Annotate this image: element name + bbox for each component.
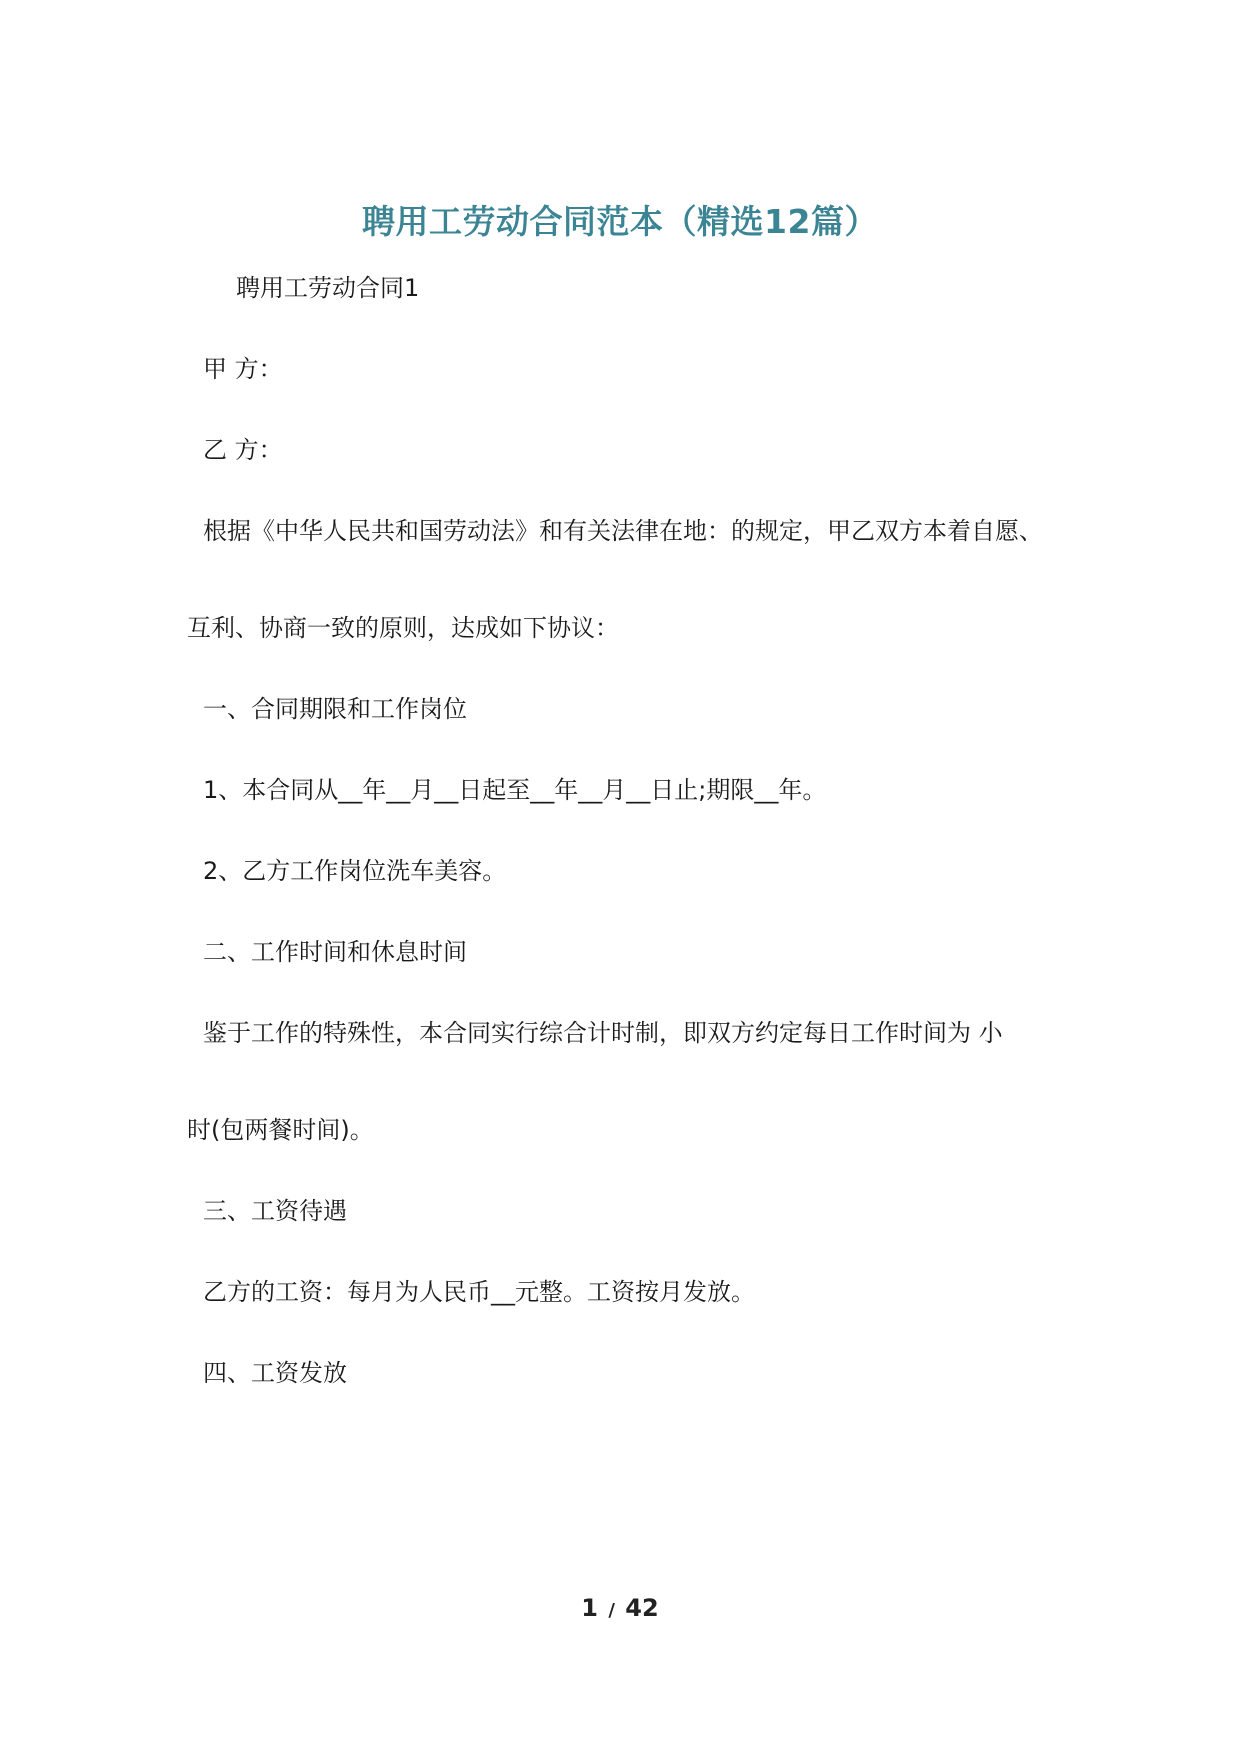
party-b-line: 乙 方： [203,436,283,464]
document-title: 聘用工劳动合同范本（精选12篇） [362,202,878,241]
page-number [0,1594,1240,1622]
clause-3-1: 乙方的工资：每月为人民币__元整。工资按月发放。 [203,1278,755,1306]
contract-subtitle: 聘用工劳动合同1 [236,274,420,302]
page-separator: / [608,1600,615,1621]
preamble-line-1: 根据《中华人民共和国劳动法》和有关法律在地：的规定，甲乙双方本着自愿、 [203,517,1043,545]
total-pages: 42 [625,1594,659,1622]
section-heading-1: 一、合同期限和工作岗位 [203,695,467,723]
section-heading-3: 三、工资待遇 [203,1197,347,1225]
section-heading-4: 四、工资发放 [203,1359,347,1387]
party-a-line: 甲 方： [203,355,283,383]
current-page: 1 [581,1594,598,1622]
section-heading-2: 二、工作时间和休息时间 [203,938,467,966]
preamble-line-2: 互利、协商一致的原则，达成如下协议： [187,614,619,642]
clause-1-2: 2、乙方工作岗位洗车美容。 [203,857,507,885]
clause-2-line-2: 时(包两餐时间)。 [187,1116,374,1144]
clause-1-1: 1、本合同从__年__月__日起至__年__月__日止;期限__年。 [203,776,827,804]
clause-2-line-1: 鉴于工作的特殊性，本合同实行综合计时制，即双方约定每日工作时间为 小 [203,1019,1003,1047]
